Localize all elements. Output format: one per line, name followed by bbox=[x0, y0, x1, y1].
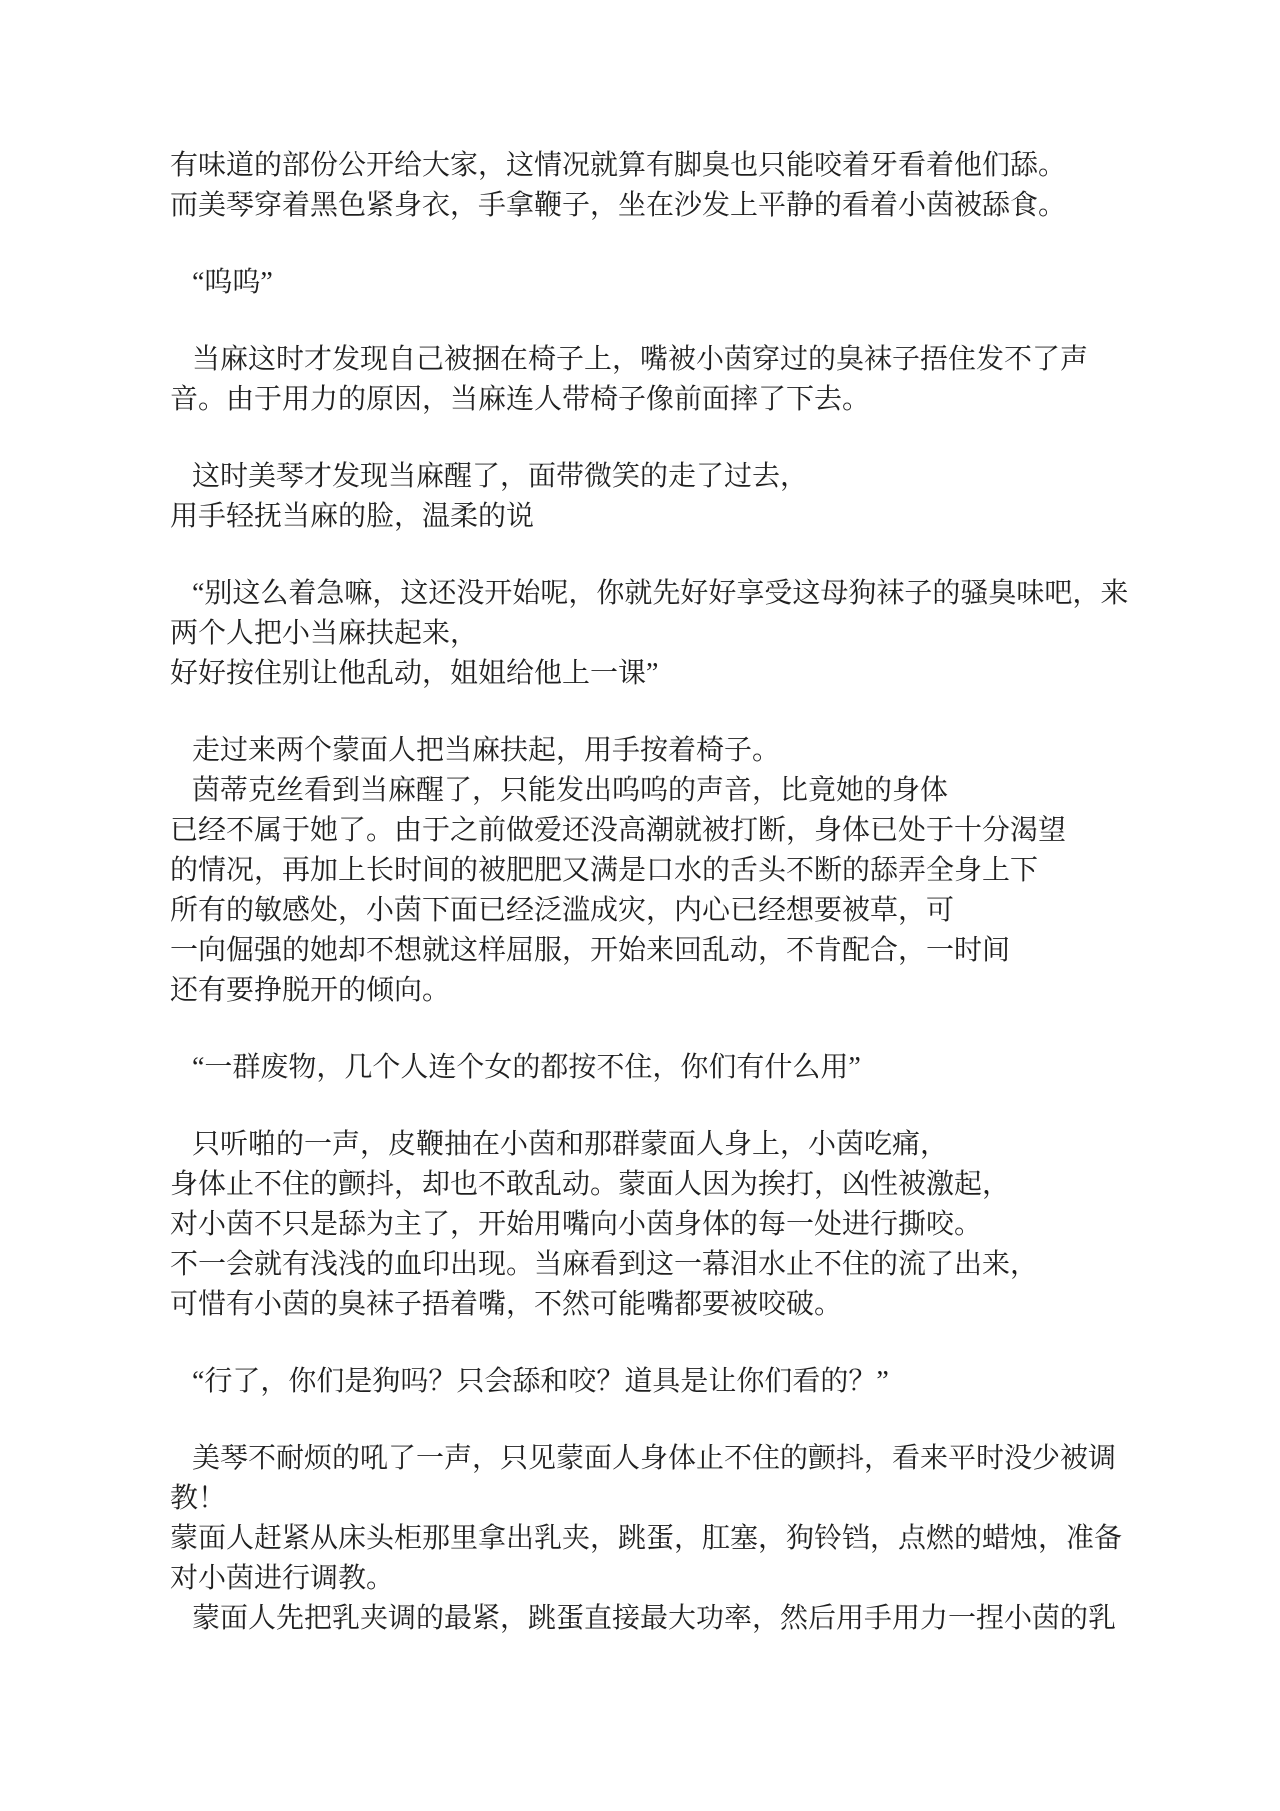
text-line: 所有的敏感处，小茵下面已经泛滥成灾，内心已经想要被草，可 bbox=[170, 895, 955, 926]
text-line: 身体止不住的颤抖，却也不敢乱动。蒙面人因为挨打，凶性被激起， bbox=[170, 1169, 1011, 1200]
text-line: “一群废物，几个人连个女的都按不住，你们有什么用” bbox=[192, 1052, 861, 1083]
paragraph bbox=[170, 340, 1130, 420]
paragraph bbox=[170, 146, 1130, 226]
text-line: 有味道的部份公开给大家，这情况就算有脚臭也只能咬着牙看着他们舔。 bbox=[170, 150, 1067, 181]
document-body bbox=[170, 146, 1130, 1676]
text-line: 不一会就有浅浅的血印出现。当麻看到这一幕泪水止不住的流了出来， bbox=[170, 1249, 1039, 1280]
text-line: 还有要挣脱开的倾向。 bbox=[170, 975, 451, 1006]
paragraph bbox=[170, 1439, 1130, 1639]
paragraph bbox=[170, 1125, 1130, 1325]
paragraph bbox=[170, 731, 1130, 1011]
text-line: 的情况，再加上长时间的被肥肥又满是口水的舌头不断的舔弄全身上下 bbox=[170, 855, 1039, 886]
text-line: 音。由于用力的原因，当麻连人带椅子像前面摔了下去。 bbox=[170, 384, 871, 415]
text-line: 可惜有小茵的臭袜子捂着嘴，不然可能嘴都要被咬破。 bbox=[170, 1289, 843, 1320]
text-line: 而美琴穿着黑色紧身衣，手拿鞭子，坐在沙发上平静的看着小茵被舔食。 bbox=[170, 190, 1067, 221]
text-line: 好好按住别让他乱动，姐姐给他上一课” bbox=[170, 658, 659, 689]
text-line: “行了，你们是狗吗？只会舔和咬？道具是让你们看的？” bbox=[192, 1366, 889, 1397]
paragraph bbox=[170, 1362, 1130, 1402]
text-line: “呜呜” bbox=[192, 267, 273, 298]
text-line: 蒙面人赶紧从床头柜那里拿出乳夹，跳蛋，肛塞，狗铃铛，点燃的蜡烛，准备 bbox=[170, 1523, 1123, 1554]
text-line: 对小茵不只是舔为主了，开始用嘴向小茵身体的每一处进行撕咬。 bbox=[170, 1209, 983, 1240]
text-line: 教！ bbox=[170, 1483, 227, 1514]
text-line: 已经不属于她了。由于之前做爱还没高潮就被打断，身体已处于十分渴望 bbox=[170, 815, 1067, 846]
text-line: 美琴不耐烦的吼了一声，只见蒙面人身体止不住的颤抖，看来平时没少被调 bbox=[192, 1443, 1117, 1474]
text-line: 蒙面人先把乳夹调的最紧，跳蛋直接最大功率，然后用手用力一捏小茵的乳 bbox=[192, 1603, 1117, 1634]
text-line: 茵蒂克丝看到当麻醒了，只能发出呜呜的声音，比竟她的身体 bbox=[192, 775, 949, 806]
paragraph bbox=[170, 1048, 1130, 1088]
text-line: “别这么着急嘛，这还没开始呢，你就先好好享受这母狗袜子的骚臭味吧，来 bbox=[192, 578, 1129, 609]
text-line: 一向倔强的她却不想就这样屈服，开始来回乱动，不肯配合，一时间 bbox=[170, 935, 1011, 966]
text-line: 这时美琴才发现当麻醒了，面带微笑的走了过去， bbox=[192, 461, 809, 492]
paragraph bbox=[170, 263, 1130, 303]
text-line: 对小茵进行调教。 bbox=[170, 1563, 395, 1594]
text-line: 用手轻抚当麻的脸，温柔的说 bbox=[170, 501, 535, 532]
text-line: 当麻这时才发现自己被捆在椅子上，嘴被小茵穿过的臭袜子捂住发不了声 bbox=[192, 344, 1089, 375]
text-line: 只听啪的一声，皮鞭抽在小茵和那群蒙面人身上，小茵吃痛， bbox=[192, 1129, 949, 1160]
paragraph bbox=[170, 457, 1130, 537]
text-line: 走过来两个蒙面人把当麻扶起，用手按着椅子。 bbox=[192, 735, 781, 766]
text-line: 两个人把小当麻扶起来， bbox=[170, 618, 479, 649]
paragraph bbox=[170, 574, 1130, 694]
